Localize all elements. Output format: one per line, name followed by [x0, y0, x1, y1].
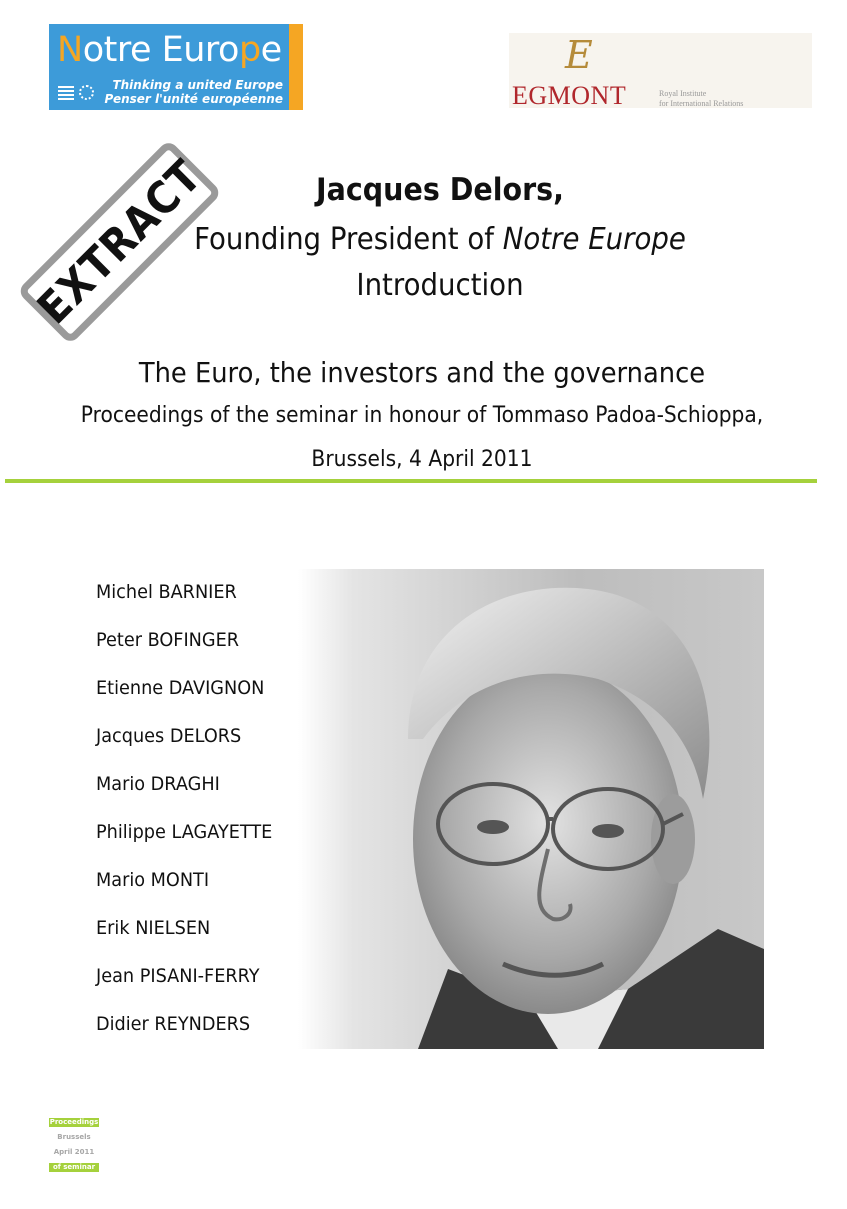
- egmont-description: [659, 89, 743, 109]
- proceedings-line: Proceedings of the seminar in honour of Tommaso Padoa-Schioppa,: [80, 403, 764, 428]
- place-date: Brussels, 4 April 2011: [311, 447, 533, 472]
- role-organisation: Notre Europe: [502, 222, 686, 257]
- speakers-list: [96, 578, 286, 1058]
- stamp-text: EXTRACT: [27, 150, 212, 334]
- speaker-item: Michel BARNIER: [96, 581, 237, 603]
- logo-accent-bar: [289, 24, 303, 110]
- role-prefix: Founding President of: [194, 222, 503, 257]
- speaker-item: Mario MONTI: [96, 869, 210, 891]
- portrait-photo: [298, 569, 764, 1049]
- divider: [5, 479, 817, 483]
- eu-stars-icon: [79, 85, 94, 100]
- egmont-logo: [509, 33, 812, 108]
- footer-line2: Brussels: [57, 1133, 91, 1141]
- speaker-item: Jean PISANI-FERRY: [96, 965, 260, 987]
- notre-europe-logo: [49, 24, 303, 110]
- tagline-english: Thinking a united Europe: [112, 78, 283, 92]
- notre-europe-wordmark: Notre Europe: [57, 30, 282, 70]
- egmont-wordmark: EGMONT: [512, 81, 627, 110]
- author-name: Jacques Delors,: [316, 172, 564, 208]
- author-role: [118, 222, 762, 257]
- speaker-item: Jacques DELORS: [96, 725, 242, 747]
- footer-line3: April 2011: [53, 1148, 95, 1156]
- footer-line4: of seminar: [49, 1163, 99, 1172]
- speaker-item: Mario DRAGHI: [96, 773, 220, 795]
- section-title: Introduction: [356, 268, 524, 303]
- egmont-description-line1: Royal Institute: [659, 89, 707, 98]
- tagline-french: Penser l'unité européenne: [104, 92, 283, 106]
- speaker-item: Philippe LAGAYETTE: [96, 821, 273, 843]
- footer-tag: [49, 1117, 99, 1173]
- stripes-icon: [58, 86, 74, 102]
- speaker-item: Etienne DAVIGNON: [96, 677, 265, 699]
- speaker-item: Didier REYNDERS: [96, 1013, 251, 1035]
- egmont-mark-icon: E: [565, 33, 593, 77]
- publication-subtitle: The Euro, the investors and the governance: [138, 356, 706, 389]
- footer-line1: Proceedings: [49, 1118, 99, 1126]
- portrait-illustration: [298, 569, 764, 1049]
- egmont-description-line2: for International Relations: [659, 99, 744, 108]
- speaker-item: Erik NIELSEN: [96, 917, 211, 939]
- speaker-item: Peter BOFINGER: [96, 629, 240, 651]
